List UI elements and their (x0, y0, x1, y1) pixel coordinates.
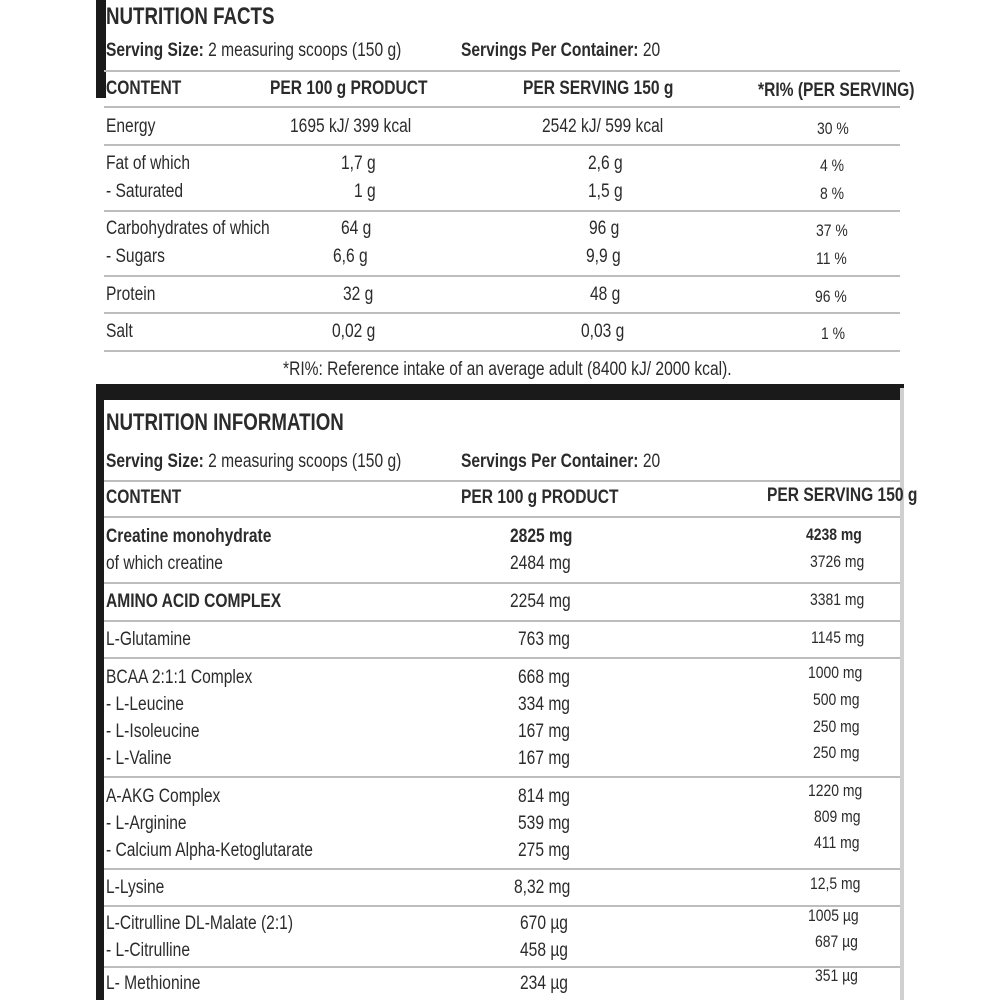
info-row-perserving: 4238 mg (806, 525, 862, 544)
facts-row-name: - Saturated (106, 181, 184, 202)
facts-row-ri: 4 % (820, 156, 845, 175)
info-row-perserving: 1220 mg (808, 781, 863, 800)
info-title: NUTRITION INFORMATION (106, 409, 344, 436)
info-row-per100: 668 mg (518, 667, 570, 688)
facts-header-per100: PER 100 g PRODUCT (270, 78, 428, 99)
info-row-per100: 8,32 mg (514, 877, 571, 898)
facts-row-per100: 64 g (341, 218, 372, 239)
info-row-perserving: 351 µg (815, 966, 858, 985)
info-row-name: - L-Isoleucine (106, 721, 200, 742)
info-header-content: CONTENT (106, 487, 182, 508)
panel-edge-right (900, 388, 904, 1000)
info-row-perserving: 1005 µg (808, 906, 859, 925)
info-servings-value: 20 (642, 451, 661, 472)
info-row-per100: 167 mg (518, 748, 570, 769)
facts-header-ri: *RI% (PER SERVING) (758, 80, 915, 101)
info-row-perserving: 3726 mg (810, 552, 865, 571)
info-row-perserving: 12,5 mg (810, 874, 861, 893)
info-row-per100: 2484 mg (510, 553, 571, 574)
info-divider (104, 620, 900, 622)
facts-row-name: - Sugars (106, 246, 165, 267)
facts-footnote: *RI%: Reference intake of an average adult (8400 kJ/ 2000 kcal). (283, 359, 732, 380)
info-row-per100: 670 µg (520, 913, 568, 934)
facts-row-perserving: 9,9 g (586, 246, 621, 267)
facts-row-perserving: 0,03 g (581, 321, 625, 342)
info-row-name: - L-Arginine (106, 813, 187, 834)
info-serving-size-value: 2 measuring scoops (150 g) (208, 451, 402, 472)
facts-row-per100: 0,02 g (332, 321, 376, 342)
info-row-name: Creatine monohydrate (106, 526, 272, 547)
facts-row-per100: 1 g (354, 181, 376, 202)
info-row-name: A-AKG Complex (106, 786, 221, 807)
facts-divider-header (104, 106, 900, 108)
info-servings-label: Servings Per Container: (461, 451, 639, 472)
info-row-perserving: 809 mg (814, 807, 861, 826)
info-serving-size (106, 451, 401, 473)
facts-row-perserving: 2,6 g (588, 153, 623, 174)
info-row-perserving: 250 mg (813, 717, 860, 736)
info-row-perserving: 3381 mg (810, 590, 865, 609)
facts-row-ri: 37 % (816, 221, 848, 240)
section-divider-band (96, 384, 904, 400)
facts-divider (104, 275, 900, 277)
info-row-name: L-Citrulline DL-Malate (2:1) (106, 913, 294, 934)
info-divider-header (104, 516, 900, 518)
info-row-perserving: 500 mg (813, 690, 860, 709)
info-row-name: L-Glutamine (106, 629, 191, 650)
facts-row-ri: 30 % (817, 119, 849, 138)
facts-divider (104, 144, 900, 146)
info-row-per100: 275 mg (518, 840, 570, 861)
info-row-per100: 763 mg (518, 629, 570, 650)
facts-serving-size-value: 2 measuring scoops (150 g) (208, 40, 402, 61)
info-row-name: - L-Valine (106, 748, 172, 769)
facts-row-perserving: 48 g (590, 284, 621, 305)
facts-title: NUTRITION FACTS (106, 3, 275, 30)
facts-serving-size (106, 40, 401, 62)
facts-row-per100: 1695 kJ/ 399 kcal (290, 116, 412, 137)
info-row-per100: 2254 mg (510, 591, 571, 612)
info-row-name: - L-Leucine (106, 694, 184, 715)
facts-row-name: Fat of which (106, 153, 190, 174)
facts-divider-bottom (104, 350, 900, 352)
info-row-perserving: 1000 mg (808, 663, 863, 682)
info-row-perserving: 687 µg (815, 932, 858, 951)
info-divider (104, 657, 900, 659)
facts-row-per100: 1,7 g (341, 153, 376, 174)
info-divider-top (104, 480, 900, 482)
info-row-per100: 167 mg (518, 721, 570, 742)
info-serving-size-label: Serving Size: (106, 451, 204, 472)
facts-servings-per-container (461, 40, 660, 62)
facts-row-name: Salt (106, 321, 133, 342)
facts-row-name: Carbohydrates of which (106, 218, 270, 239)
panel-edge-bottom (96, 388, 104, 1000)
info-row-name: - Calcium Alpha-Ketoglutarate (106, 840, 313, 861)
facts-row-perserving: 2542 kJ/ 599 kcal (542, 116, 664, 137)
info-row-name: L-Lysine (106, 877, 165, 898)
facts-row-per100: 6,6 g (333, 246, 368, 267)
info-row-per100: 814 mg (518, 786, 570, 807)
panel-edge-top (96, 0, 106, 98)
facts-divider (104, 312, 900, 314)
info-row-per100: 334 mg (518, 694, 570, 715)
info-row-perserving: 411 mg (814, 833, 860, 852)
info-row-per100: 539 mg (518, 813, 570, 834)
info-row-per100: 234 µg (520, 973, 568, 994)
info-header-perserving: PER SERVING 150 g (767, 485, 918, 506)
info-divider (104, 868, 900, 870)
info-servings-per-container (461, 451, 660, 473)
facts-divider-top (104, 70, 900, 72)
info-row-name: AMINO ACID COMPLEX (106, 591, 282, 612)
facts-header-content: CONTENT (106, 78, 182, 99)
facts-row-ri: 1 % (821, 324, 846, 343)
facts-servings-value: 20 (642, 40, 661, 61)
info-row-name: BCAA 2:1:1 Complex (106, 667, 253, 688)
facts-row-per100: 32 g (343, 284, 374, 305)
facts-servings-label: Servings Per Container: (461, 40, 639, 61)
info-row-per100: 2825 mg (510, 526, 573, 547)
facts-divider (104, 210, 900, 212)
info-divider (104, 776, 900, 778)
info-row-per100: 458 µg (520, 940, 568, 961)
facts-row-perserving: 96 g (589, 218, 620, 239)
info-row-name: of which creatine (106, 553, 223, 574)
info-header-per100: PER 100 g PRODUCT (461, 487, 619, 508)
facts-row-ri: 96 % (815, 287, 847, 306)
facts-row-ri: 11 % (816, 249, 847, 268)
info-row-perserving: 1145 mg (811, 628, 865, 647)
facts-serving-size-label: Serving Size: (106, 40, 204, 61)
info-divider (104, 582, 900, 584)
facts-header-perserving: PER SERVING 150 g (523, 78, 674, 99)
info-row-perserving: 250 mg (813, 743, 860, 762)
facts-row-name: Protein (106, 284, 156, 305)
info-divider (104, 905, 900, 907)
info-row-name: - L-Citrulline (106, 940, 190, 961)
info-divider (104, 966, 900, 968)
facts-row-ri: 8 % (820, 184, 845, 203)
facts-row-name: Energy (106, 116, 156, 137)
info-row-name: L- Methionine (106, 973, 201, 994)
facts-row-perserving: 1,5 g (588, 181, 623, 202)
